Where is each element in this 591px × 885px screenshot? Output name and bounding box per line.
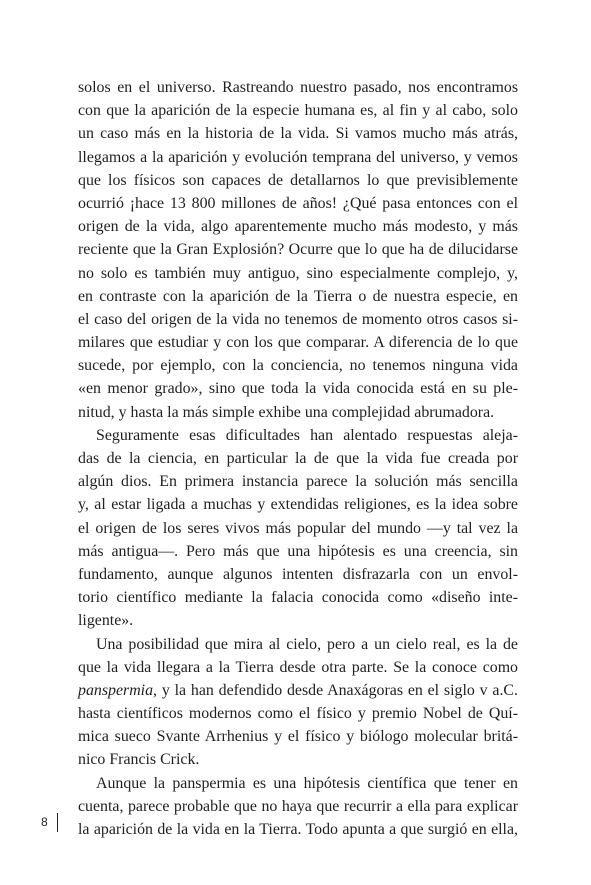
text-line: llegamos a la aparición y evolución temprana del universo, y vemos bbox=[78, 148, 518, 166]
text-line: el origen de los seres vivos más popular del mundo —y tal vez la bbox=[78, 519, 518, 537]
text-line: das de la ciencia, en particular la de que la vida fue creada por bbox=[78, 450, 518, 467]
text-line: nico Francis Crick. bbox=[78, 751, 200, 769]
text-line: nitud, y hasta la más simple exhibe una complejidad abrumadora. bbox=[78, 403, 495, 421]
text-line: más antigua—. Pero más que una hipótesis es una creencia, sin bbox=[78, 542, 518, 560]
text-line: no solo es también muy antiguo, sino especialmente complejo, y, bbox=[78, 264, 518, 282]
italic-term: panspermia bbox=[78, 681, 154, 699]
text-line: hasta científicos modernos como el físico y premio Nobel de Quí- bbox=[78, 705, 518, 723]
text-line: panspermia, y la han defendido desde Anaxágoras en el siglo v a.C. bbox=[78, 681, 518, 699]
text-line: milares que estudiar y con los que comparar. A diferencia de lo que bbox=[78, 334, 518, 352]
text-line: algún dios. En primera instancia parece la solución más sencilla bbox=[78, 473, 518, 491]
text-line: Seguramente esas dificultades han alentado respuestas aleja- bbox=[96, 426, 518, 444]
text-line: en contraste con la aparición de la Tierra o de nuestra especie, en bbox=[78, 287, 518, 305]
text-line: torio científico mediante la falacia conocida como «diseño inte- bbox=[78, 589, 518, 607]
text-line: ocurrió ¡hace 13 800 millones de años! ¿Qué pasa entonces con el bbox=[78, 194, 518, 212]
text-line: que la vida llegara a la Tierra desde otra parte. Se la conoce como bbox=[78, 658, 518, 676]
text-line: solos en el universo. Rastreando nuestro pasado, nos encontramos bbox=[78, 79, 518, 96]
text-line: reciente que la Gran Explosión? Ocurre que lo que ha de dilucidarse bbox=[78, 241, 518, 259]
text-line: y, al estar ligada a muchas y extendidas religiones, es la idea sobre bbox=[78, 496, 518, 514]
text-line: fundamento, aunque algunos intenten disfrazarla con un envol- bbox=[78, 565, 518, 583]
body-text bbox=[78, 76, 518, 841]
text-line: con que la aparición de la especie humana es, al fin y al cabo, solo bbox=[78, 102, 518, 120]
text-line: cuenta, parece probable que no haya que recurrir a ella para explicar bbox=[78, 797, 518, 815]
text-line: que los físicos son capaces de detallarnos lo que previsiblemente bbox=[78, 171, 518, 189]
text-line: Una posibilidad que mira al cielo, pero a un cielo real, es la de bbox=[96, 635, 518, 653]
text-line: origen de la vida, algo aparentemente mucho más modesto, y más bbox=[78, 218, 518, 236]
text-line: «en menor grado», sino que toda la vida conocida está en su ple- bbox=[78, 380, 518, 398]
text-line: un caso más en la historia de la vida. Si vamos mucho más atrás, bbox=[78, 125, 518, 143]
text-line: el caso del origen de la vida no tenemos de momento otros casos si- bbox=[78, 310, 518, 328]
text-line: mica sueco Svante Arrhenius y el físico y biólogo molecular britá- bbox=[78, 728, 518, 746]
text-line: sucede, por ejemplo, con la conciencia, no tenemos ninguna vida bbox=[78, 357, 518, 375]
text-line: la aparición de la vida en la Tierra. Todo apunta a que surgió en ella, bbox=[78, 821, 518, 838]
text-line: Aunque la panspermia es una hipótesis científica que tener en bbox=[96, 774, 518, 792]
text-line: ligente». bbox=[78, 612, 134, 630]
page-number: 8 bbox=[41, 815, 48, 829]
folio-rule bbox=[57, 813, 58, 832]
